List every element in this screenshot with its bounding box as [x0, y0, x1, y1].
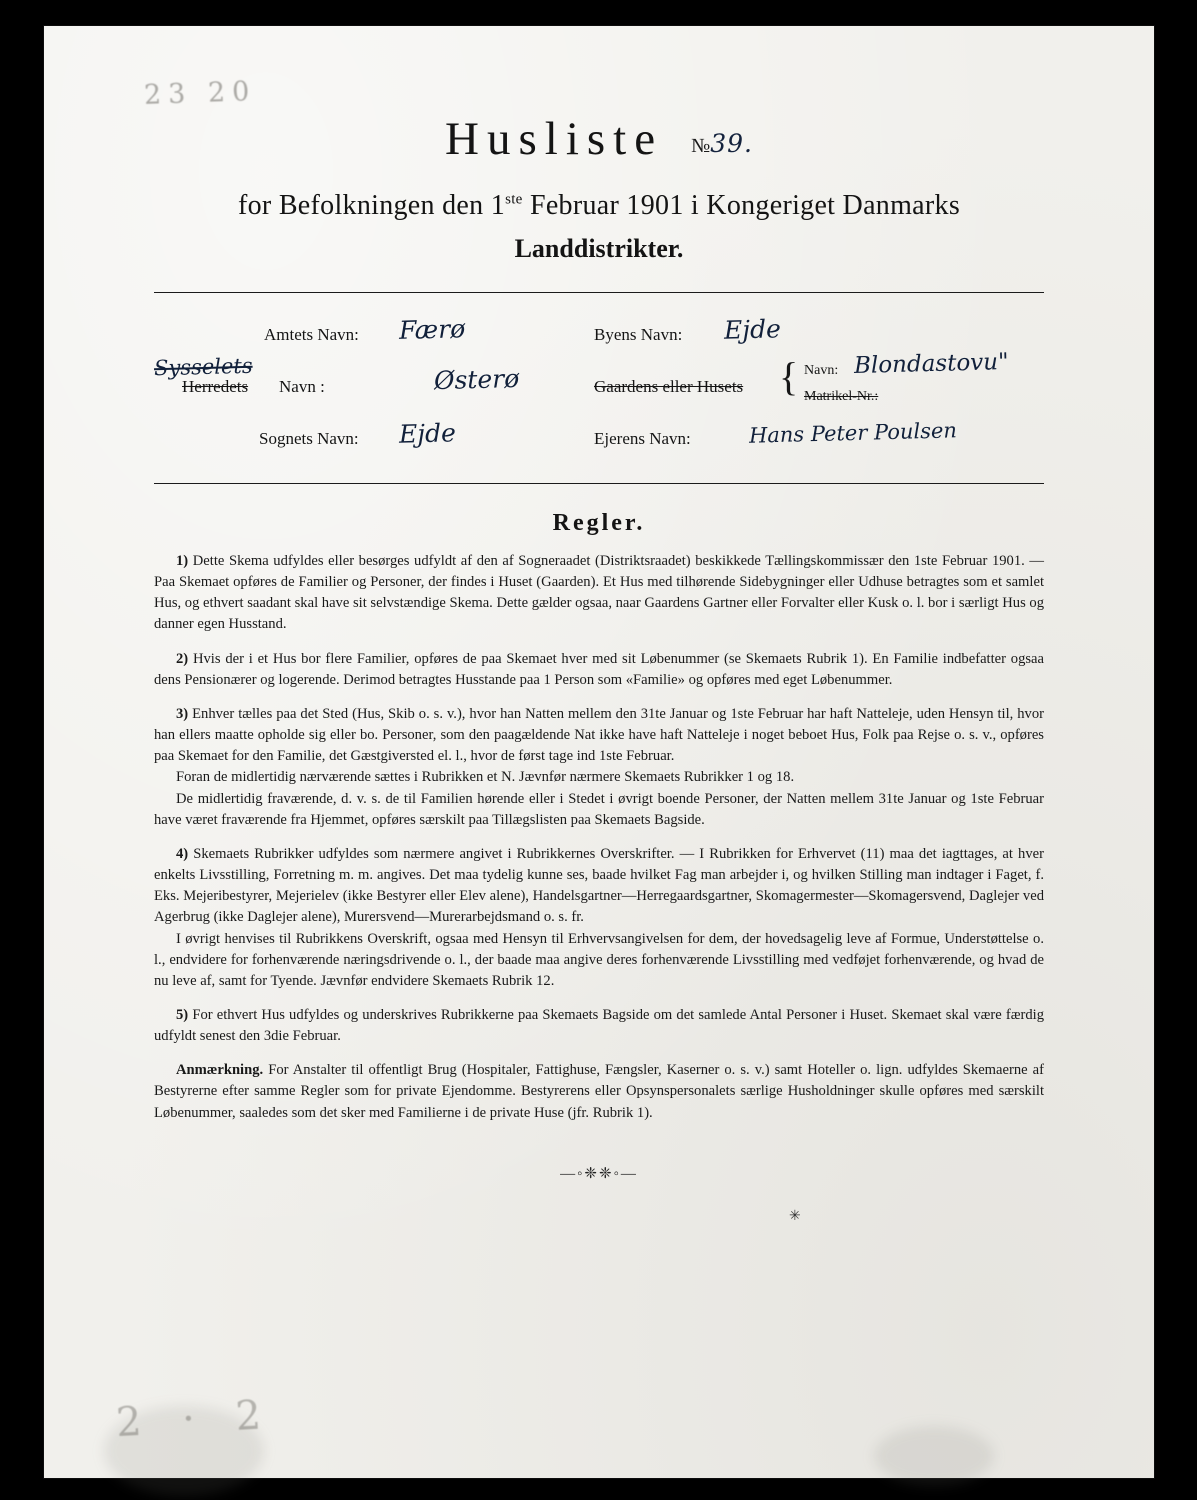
rule-item — [154, 1060, 1044, 1123]
pencil-annotation-bottom: 2 · 2 — [114, 1391, 277, 1447]
rule-text: De midlertidig fraværende, d. v. s. de til Familien hørende eller i Stedet i øvrigt boende Personer, der Natten mellem 31te Januar og 1ste Februar have været fraværende fra Hjemmet, opføres særskilt paa Tillægslisten paa Skemaets Bagside. — [154, 790, 1044, 828]
subtitle-line-2: Landdistrikter. — [514, 234, 684, 263]
form-number-value: 39. — [710, 128, 753, 158]
subtitle-ordinal: ste — [505, 191, 523, 208]
herred-label-struck: Herredets — [182, 377, 249, 396]
rules-body — [154, 551, 1044, 1124]
subtitle-part-a: for Befolkningen den 1 — [237, 190, 506, 221]
sogn-label: Sognets Navn: — [259, 429, 359, 448]
rule-item — [154, 649, 1044, 691]
brace-icon: { — [779, 354, 799, 399]
rule-text: For ethvert Hus udfyldes og underskrives Rubrikkerne paa Skemaets Bagside om det samlede Antal Personer i Huset. Skemaet skal være færdig udfyldt senest den 3die Februar. — [154, 1006, 1044, 1045]
rule-item — [154, 1005, 1044, 1047]
ejer-value: Hans Peter Poulsen — [748, 418, 958, 448]
title-row — [154, 112, 1044, 166]
rule-text: Enhver tælles paa det Sted (Hus, Skib o. s. v.), hvor han Natten mellem den 31te Januar og 1ste Februar har haft Natteleje, uden Hensyn til, hvor han ellers maatte opholde sig eller bo. Personer, som den paagældende Nat ikke have haft Natteleje i noget beboet Hus, Folk paa Rejse o. s. v., opføres paa Skemaet for den Familie, det Gæstgiversted el. l., hvor de først tage ind 1ste Februar. — [154, 705, 1044, 765]
page-title: Husliste — [445, 113, 664, 165]
rule-text: Foran de midlertidig nærværende sættes i Rubrikken et N. Jævnfør nærmere Skemaets Rubrikker 1 og 18. — [176, 769, 795, 786]
form-number-symbol: № — [691, 134, 711, 157]
gaard-label-struck: Gaardens eller Husets — [594, 377, 744, 396]
rule-text: For Anstalter til offentligt Brug (Hospitaler, Fattighuse, Fængsler, Kaserner o. s. v.) samt Hoteller o. lign. udfyldes Skemaerne af Bestyrerne efter samme Regler som for private Ejendomme. Bestyrerens eller Opsynspersonalets særlige Husholdninger skulle opføres med særskilt Løbenummer, saaledes som det sker med Familierne i de private Huse (jfr. Rubrik 1). — [154, 1062, 1044, 1121]
rules-heading: Regler. — [552, 510, 646, 536]
ejer-label: Ejerens Navn: — [594, 429, 691, 448]
rule-number: 2) — [176, 650, 189, 667]
pencil-annotation-top: 23 20 — [143, 76, 257, 111]
rule-number: Anmærkning. — [176, 1062, 264, 1079]
herred-label-rest: Navn : — [279, 377, 325, 396]
rule-number: 4) — [176, 845, 189, 862]
divider-bottom — [154, 483, 1044, 484]
rule-item — [154, 844, 1044, 929]
document-content — [154, 112, 1044, 1183]
divider-top — [154, 292, 1044, 293]
subtitle-line-1 — [154, 190, 1044, 222]
navn-value: Blondastovu" — [853, 348, 1009, 380]
form-fields — [154, 307, 1044, 457]
ink-dot-mark: ✳ — [789, 1209, 801, 1224]
ornament-divider: —◦❈❈◦— — [560, 1165, 638, 1182]
amt-value: Færø — [398, 314, 466, 345]
herred-label-written: Sysselets — [153, 353, 253, 381]
rule-number: 5) — [176, 1006, 189, 1023]
matrikel-label: Matrikel-Nr.: — [804, 389, 879, 404]
rule-text: Dette Skema udfyldes eller besørges udfyldt af den af Sogneraadet (Distriktsraadet) beskikkede Tællingskommissær den 1ste Februar 1901. — Paa Skemaet opføres de Familier og Personer, der findes i Huset (Gaarden). Et Hus med tilhørende Sidebygninger eller Udhuse betragtes som et samlet Hus, og ethvert saadant skal have sit selvstændige Skema. Dette gælder ogsaa, naar Gaardens Gartner eller Forvalter eller Kusk o. l. bor i særligt Hus og danner egen Husstand. — [154, 553, 1044, 633]
paper-smudge — [874, 1426, 994, 1486]
subtitle-part-b: Februar 1901 i Kongeriget Danmarks — [522, 190, 961, 221]
rule-number: 1) — [176, 553, 189, 569]
by-label: Byens Navn: — [594, 325, 683, 344]
rule-item — [154, 789, 1044, 831]
rule-text: Skemaets Rubrikker udfyldes som nærmere angivet i Rubrikkernes Overskrifter. — I Rubrikken for Erhvervet (11) maa det iagttages, at hver enkelts Livsstilling, Forretning m. m. angives. Det maa tydelig kunne ses, baade hvilket Fag man arbejder i, og hvilken Stilling man indtager i Faget, f. Eks. Mejeribestyrer, Mejerielev (ikke Bestyrer eller Elev alene), Handelsgartner—Herregaardsgartner, Skomagermester—Skomagersvend, Daglejer ved Agerbrug (ikke Daglejer alene), Murersvend—Murerarbejdsmand o. s. fr. — [154, 845, 1044, 926]
rule-item — [154, 767, 1044, 788]
navn-label: Navn: — [804, 363, 839, 378]
rule-text: I øvrigt henvises til Rubrikkens Overskrift, ogsaa med Hensyn til Erhvervsangivelsen for dem, der hovedsagelig leve af Formue, Understøttelse o. l., endvidere for forhenværende næringsdrivende o. l., der baade maa angive deres forhenværende Livsstilling med vedføjet forhenværende, og hvad de nu leve af, samt for Tyende. Jævnfør endvidere Skemaets Rubrik 12. — [154, 930, 1044, 989]
rule-text: Hvis der i et Hus bor flere Familier, opføres de paa Skemaet hver med sit Løbenummer (se Skemaets Rubrik 1). En Familie indbefatter ogsaa dens Pensionærer og logerende. Derimod betragtes Husstande paa 1 Person som «Familie» og opføres med eget Løbenummer. — [154, 650, 1044, 688]
sogn-value: Ejde — [398, 418, 457, 449]
rule-item — [154, 929, 1044, 992]
rule-number: 3) — [176, 705, 189, 722]
by-value: Ejde — [723, 314, 782, 345]
scanned-document-page — [44, 26, 1154, 1478]
amt-label: Amtets Navn: — [264, 325, 359, 344]
rule-item — [154, 704, 1044, 767]
herred-value: Østerø — [433, 363, 520, 396]
rule-item — [154, 551, 1044, 636]
form-number — [691, 129, 753, 158]
